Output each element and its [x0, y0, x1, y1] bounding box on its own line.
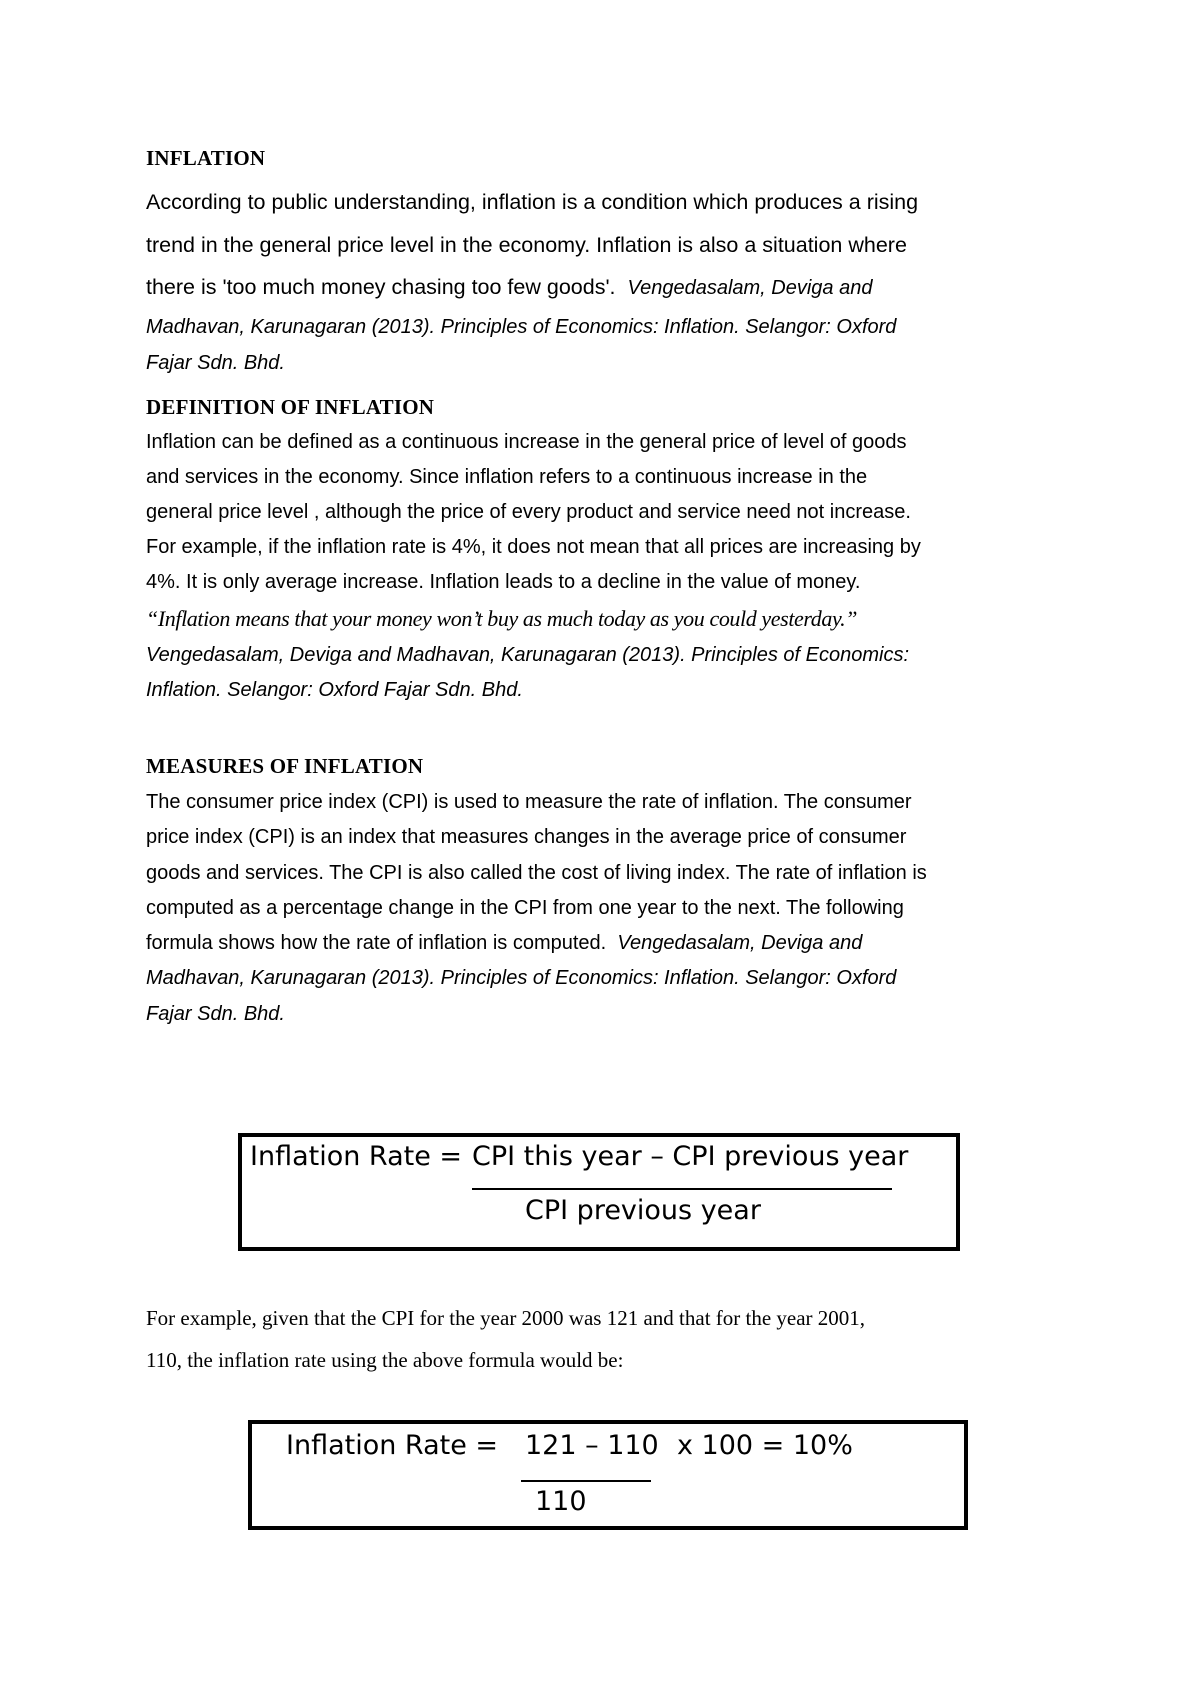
text-line: and services in the economy. Since inflation refers to a continuous increase in the	[146, 466, 868, 488]
text-line: computed as a percentage change in the CPI from one year to the next. The following	[146, 896, 904, 919]
formula-denominator: CPI previous year	[525, 1195, 761, 1226]
formula-label: Inflation Rate =	[286, 1430, 499, 1461]
formula-denominator: 110	[535, 1486, 587, 1517]
paragraph-measures	[146, 785, 1036, 1032]
formula-label: Inflation Rate =	[250, 1141, 463, 1172]
quote: “Inflation means that your money won’t buy as much today as you could yesterday.”	[146, 606, 858, 631]
citation: Madhavan, Karunagaran (2013). Principles of Economics: Inflation. Selangor: Oxford	[146, 315, 897, 338]
paragraph-example	[146, 1297, 865, 1381]
text-line: For example, if the inflation rate is 4%, it does not mean that all prices are increasing by	[146, 536, 921, 558]
citation: Fajar Sdn. Bhd.	[146, 1002, 285, 1025]
fraction-bar	[521, 1480, 651, 1482]
formula-numerator: CPI this year – CPI previous year	[472, 1141, 909, 1172]
text-line: 4%. It is only average increase. Inflation leads to a decline in the value of money.	[146, 571, 861, 593]
heading-inflation: INFLATION	[146, 146, 266, 170]
paragraph-inflation	[146, 181, 1036, 381]
heading-measures-of-inflation: MEASURES OF INFLATION	[146, 754, 424, 778]
paragraph-definition	[146, 425, 1036, 708]
citation: Vengedasalam, Deviga and	[627, 277, 873, 299]
text-line: 110, the inflation rate using the above formula would be:	[146, 1348, 624, 1372]
formula-box-example	[248, 1420, 968, 1530]
text-line: The consumer price index (CPI) is used to measure the rate of inflation. The consumer	[146, 791, 912, 813]
heading-definition-of-inflation: DEFINITION OF INFLATION	[146, 395, 435, 419]
citation: Madhavan, Karunagaran (2013). Principles of Economics: Inflation. Selangor: Oxford	[146, 967, 897, 990]
formula-result: x 100 = 10%	[677, 1430, 853, 1461]
text-line: According to public understanding, inflation is a condition which produces a rising	[146, 190, 919, 214]
text-line: goods and services. The CPI is also called the cost of living index. The rate of inflation is	[146, 861, 927, 884]
text-line: For example, given that the CPI for the year 2000 was 121 and that for the year 2001,	[146, 1306, 866, 1330]
fraction-bar	[472, 1188, 892, 1190]
citation: Inflation. Selangor: Oxford Fajar Sdn. Bhd.	[146, 679, 523, 701]
text-line: trend in the general price level in the economy. Inflation is also a situation where	[146, 232, 907, 257]
formula-box-general	[238, 1133, 960, 1251]
text-line: there is 'too much money chasing too few goods'. Vengedasalam, Deviga and	[146, 275, 873, 299]
citation: Vengedasalam, Deviga and	[617, 932, 863, 955]
formula-numerator: 121 – 110	[525, 1430, 659, 1461]
text-line: general price level , although the price of every product and service need not increase.	[146, 501, 911, 523]
text-line: price index (CPI) is an index that measures changes in the average price of consumer	[146, 826, 907, 849]
citation: Vengedasalam, Deviga and Madhavan, Karunagaran (2013). Principles of Economics:	[146, 644, 910, 666]
text-line: formula shows how the rate of inflation is computed. Vengedasalam, Deviga and	[146, 932, 863, 955]
text-line: Inflation can be defined as a continuous increase in the general price of level of goods	[146, 431, 907, 453]
citation: Fajar Sdn. Bhd.	[146, 351, 285, 374]
